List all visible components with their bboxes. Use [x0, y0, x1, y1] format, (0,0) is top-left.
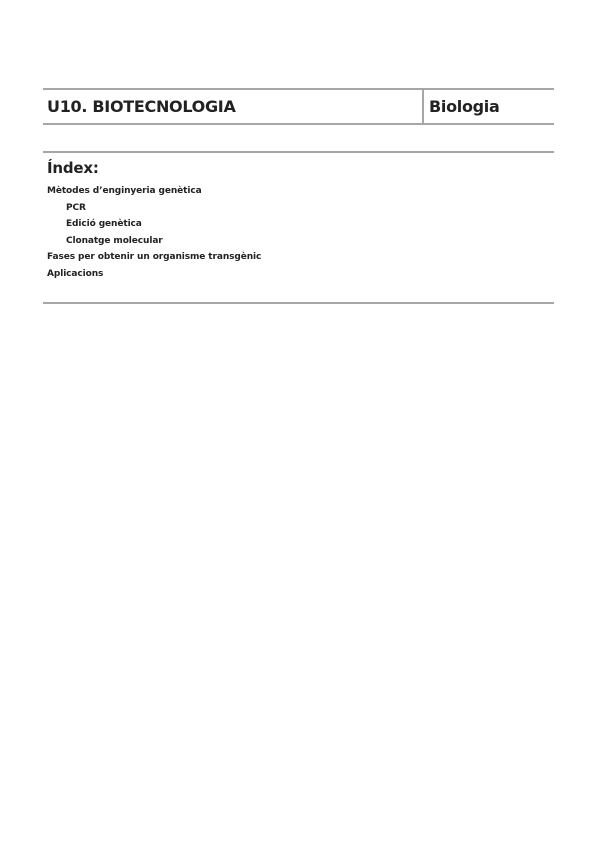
index-item-fases[interactable]: Fases per obtenir un organisme transgènic: [47, 252, 262, 263]
index-heading: Índex:: [47, 159, 99, 177]
index-item-clonatge[interactable]: Clonatge molecular: [66, 235, 163, 246]
document-header: [43, 88, 554, 125]
index-item-metodes[interactable]: Mètodes d’enginyeria genètica: [47, 186, 202, 196]
subject-label: Biologia: [429, 97, 500, 116]
index-list: [47, 186, 261, 286]
unit-title: U10. BIOTECNOLOGIA: [43, 90, 424, 123]
index-section: [43, 151, 554, 304]
index-item-pcr[interactable]: PCR: [66, 202, 86, 213]
index-item-edicio[interactable]: Edició genètica: [66, 219, 142, 230]
index-item-aplicacions[interactable]: Aplicacions: [47, 268, 104, 279]
